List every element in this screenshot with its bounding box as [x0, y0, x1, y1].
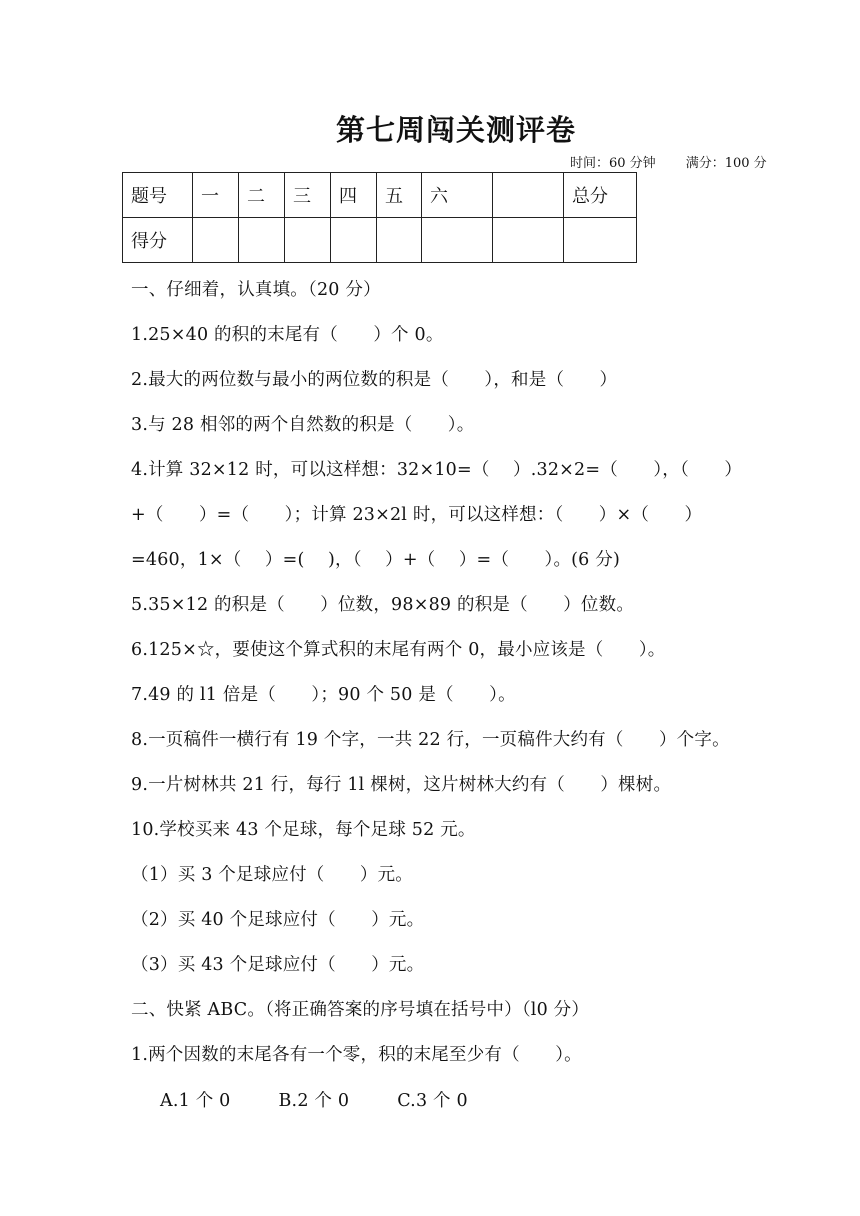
score-cell[interactable]	[377, 218, 422, 263]
score-row-label: 得分	[123, 218, 193, 263]
score-table-header-row	[123, 173, 637, 218]
question-4-line-3: =460，1×（ ）=( )，（ ）+（ ）=（ ）。(6 分)	[131, 550, 621, 570]
question-10-part-2: （2）买 40 个足球应付（ ）元。	[131, 910, 425, 930]
header-cell: 一	[193, 173, 239, 218]
full-score: 满分：100 分	[685, 156, 767, 171]
header-cell	[493, 173, 564, 218]
time-limit: 时间：60 分钟	[570, 156, 656, 171]
question-6: 6.125×☆，要使这个算式积的末尾有两个 0，最小应该是（ ）。	[131, 640, 666, 660]
question-7: 7.49 的 l1 倍是（ ）；90 个 50 是（ ）。	[131, 685, 516, 705]
question-10-part-3: （3）买 43 个足球应付（ ）元。	[131, 955, 425, 975]
score-table-score-row	[123, 218, 637, 263]
exam-meta	[570, 152, 797, 171]
score-cell[interactable]	[331, 218, 377, 263]
question-4-line-2: +（ ）=（ ）；计算 23×2l 时，可以这样想：（ ）×（ ）	[131, 505, 703, 525]
header-cell: 五	[377, 173, 422, 218]
question-2: 2.最大的两位数与最小的两位数的积是（ ），和是（ ）	[131, 370, 618, 390]
question-3: 3.与 28 相邻的两个自然数的积是（ ）。	[131, 415, 475, 435]
header-cell: 三	[285, 173, 331, 218]
score-table	[122, 172, 637, 263]
score-cell[interactable]	[285, 218, 331, 263]
header-cell: 四	[331, 173, 377, 218]
page-title: 第七周闯关测评卷	[335, 113, 576, 147]
header-cell: 总分	[564, 173, 637, 218]
question-10: 10.学校买来 43 个足球，每个足球 52 元。	[131, 820, 476, 840]
score-cell[interactable]	[422, 218, 493, 263]
score-cell[interactable]	[193, 218, 239, 263]
question-5: 5.35×12 的积是（ ）位数，98×89 的积是（ ）位数。	[131, 595, 635, 615]
score-cell[interactable]	[239, 218, 285, 263]
score-cell[interactable]	[564, 218, 637, 263]
section-1-title: 一、仔细着，认真填。（20 分）	[131, 280, 381, 300]
question-4-line-1: 4.计算 32×12 时，可以这样想：32×10=（ ）.32×2=（ ），（ ）	[131, 460, 743, 480]
section-2-question-1-options	[160, 1087, 516, 1112]
header-cell: 六	[422, 173, 493, 218]
header-cell: 二	[239, 173, 285, 218]
score-cell[interactable]	[493, 218, 564, 263]
question-9: 9.一片树林共 21 行，每行 1l 棵树，这片树林大约有（ ）棵树。	[131, 775, 672, 795]
option-b: B.2 个 0	[278, 1091, 350, 1111]
option-c: C.3 个 0	[397, 1091, 468, 1111]
section-2-question-1: 1.两个因数的末尾各有一个零，积的末尾至少有（ ）。	[131, 1045, 582, 1065]
header-cell: 题号	[123, 173, 193, 218]
option-a: A.1 个 0	[160, 1091, 231, 1111]
question-10-part-1: （1）买 3 个足球应付（ ）元。	[131, 865, 413, 885]
section-2-title: 二、快紧 ABC。（将正确答案的序号填在括号中）（l0 分）	[131, 1000, 590, 1020]
question-8: 8.一页稿件一横行有 19 个字，一共 22 行，一页稿件大约有（ ）个字。	[131, 730, 730, 750]
question-1: 1.25×40 的积的末尾有（ ）个 0。	[131, 325, 444, 345]
